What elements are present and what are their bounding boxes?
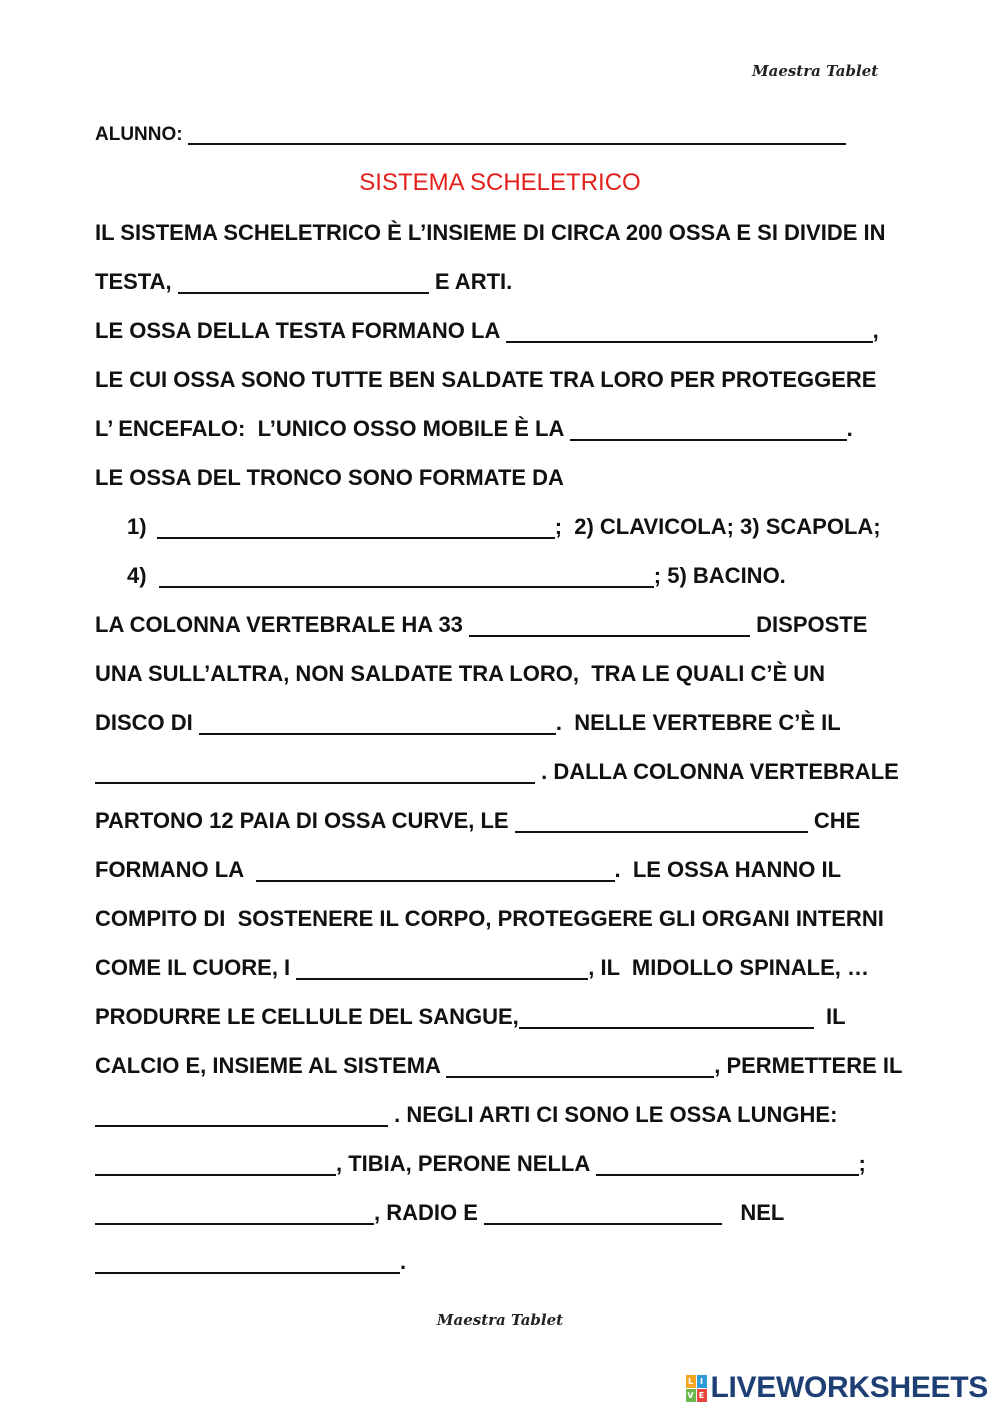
line-text: COME IL CUORE, I xyxy=(95,955,297,980)
line-text: PARTONO 12 PAIA DI OSSA CURVE, LE xyxy=(95,808,515,833)
line-text: LA COLONNA VERTEBRALE HA 33 xyxy=(95,612,470,637)
logo-tile: E xyxy=(697,1389,707,1402)
fill-in-blank[interactable] xyxy=(515,811,808,833)
student-name-label: ALUNNO: xyxy=(95,124,188,145)
line-text: UNA SULL’ALTRA, NON SALDATE TRA LORO, TRA LE QUALI C’È UN xyxy=(95,661,826,686)
worksheet-body xyxy=(95,208,985,1286)
line-text: , xyxy=(872,318,879,343)
worksheet-line xyxy=(95,747,985,796)
line-text: DISCO DI xyxy=(95,710,199,735)
worksheet-line xyxy=(95,649,985,698)
worksheet-line xyxy=(95,306,985,355)
worksheet-line xyxy=(95,404,985,453)
worksheet-line xyxy=(95,943,985,992)
list-number: 1) xyxy=(127,514,153,539)
fill-in-blank[interactable] xyxy=(484,1203,722,1225)
worksheet-line xyxy=(95,453,985,502)
brand-header: Maestra Tablet xyxy=(752,62,879,80)
line-text: LE OSSA DEL TRONCO SONO FORMATE DA xyxy=(95,465,564,490)
line-text: LE OSSA DELLA TESTA FORMANO LA xyxy=(95,318,506,343)
worksheet-line xyxy=(95,1090,985,1139)
worksheet-line xyxy=(95,257,985,306)
fill-in-blank[interactable] xyxy=(570,419,847,441)
brand-footer: Maestra Tablet xyxy=(436,1311,564,1329)
line-text: DISPOSTE xyxy=(750,612,868,637)
liveworksheets-logo-text: LIVEWORKSHEETS xyxy=(710,1371,988,1404)
line-text: IL xyxy=(813,1004,846,1029)
worksheet-line xyxy=(95,698,985,747)
line-text: , TIBIA, PERONE NELLA xyxy=(336,1151,596,1176)
liveworksheets-logo[interactable] xyxy=(686,1373,989,1403)
line-text: . NEGLI ARTI CI SONO LE OSSA LUNGHE: xyxy=(388,1102,838,1127)
fill-in-blank[interactable] xyxy=(157,517,555,539)
worksheet-line xyxy=(95,551,985,600)
fill-in-blank[interactable] xyxy=(178,272,429,294)
line-text: , IL MIDOLLO SPINALE, … xyxy=(588,955,869,980)
fill-in-blank[interactable] xyxy=(519,1007,814,1029)
worksheet-line xyxy=(95,1188,985,1237)
fill-in-blank[interactable] xyxy=(199,713,556,735)
fill-in-blank[interactable] xyxy=(95,1252,400,1274)
student-name-row xyxy=(95,121,846,149)
worksheet-line xyxy=(95,1041,985,1090)
line-text: IL SISTEMA SCHELETRICO È L’INSIEME DI CIRCA 200 OSSA E SI DIVIDE IN xyxy=(95,220,886,245)
line-text: . xyxy=(846,416,853,441)
line-text: . DALLA COLONNA VERTEBRALE xyxy=(535,759,899,784)
line-text: FORMANO LA xyxy=(95,857,256,882)
worksheet-line xyxy=(95,796,985,845)
fill-in-blank[interactable] xyxy=(446,1056,714,1078)
worksheet-title: SISTEMA SCHELETRICO xyxy=(359,169,641,196)
line-text: E ARTI. xyxy=(428,269,513,294)
line-text: CHE xyxy=(807,808,861,833)
line-text: ; xyxy=(858,1151,866,1176)
worksheet-line xyxy=(95,208,985,257)
line-text: L’ ENCEFALO: L’UNICO OSSO MOBILE È LA xyxy=(95,416,570,441)
logo-tile: V xyxy=(687,1390,694,1400)
worksheet-line xyxy=(95,1237,985,1286)
fill-in-blank[interactable] xyxy=(256,860,615,882)
logo-tile: L xyxy=(686,1375,696,1388)
fill-in-blank[interactable] xyxy=(506,321,873,343)
worksheet-line xyxy=(95,355,985,404)
fill-in-blank[interactable] xyxy=(159,566,654,588)
worksheet-line xyxy=(95,1139,985,1188)
line-text: PRODURRE LE CELLULE DEL SANGUE, xyxy=(95,1004,519,1029)
line-text: . xyxy=(400,1249,407,1274)
line-text: ; 5) BACINO. xyxy=(653,563,786,588)
worksheet-line xyxy=(95,992,985,1041)
fill-in-blank[interactable] xyxy=(469,615,750,637)
worksheet-line xyxy=(95,502,985,551)
line-text: CALCIO E, INSIEME AL SISTEMA xyxy=(95,1053,447,1078)
worksheet-line xyxy=(95,894,985,943)
worksheet-line xyxy=(95,845,985,894)
line-text: LE CUI OSSA SONO TUTTE BEN SALDATE TRA LORO PER PROTEGGERE xyxy=(95,367,877,392)
line-text: . NELLE VERTEBRE C’È IL xyxy=(555,710,841,735)
line-text: TESTA, xyxy=(95,269,178,294)
fill-in-blank[interactable] xyxy=(296,958,588,980)
line-text: , PERMETTERE IL xyxy=(714,1053,903,1078)
list-number: 4) xyxy=(127,563,159,588)
line-text: , RADIO E xyxy=(374,1200,485,1225)
fill-in-blank[interactable] xyxy=(95,1105,388,1127)
fill-in-blank[interactable] xyxy=(596,1154,859,1176)
line-text: NEL xyxy=(722,1200,785,1225)
fill-in-blank[interactable] xyxy=(95,1154,336,1176)
line-text: . LE OSSA HANNO IL xyxy=(614,857,842,882)
fill-in-blank[interactable] xyxy=(95,1203,374,1225)
worksheet-line xyxy=(95,600,985,649)
fill-in-blank[interactable] xyxy=(95,762,535,784)
student-name-input[interactable] xyxy=(188,123,846,145)
line-text: ; 2) CLAVICOLA; 3) SCAPOLA; xyxy=(554,514,881,539)
line-text: COMPITO DI SOSTENERE IL CORPO, PROTEGGERE GLI ORGANI INTERNI xyxy=(95,906,884,931)
logo-tile: I xyxy=(697,1375,707,1388)
liveworksheets-logo-icon xyxy=(686,1375,707,1402)
